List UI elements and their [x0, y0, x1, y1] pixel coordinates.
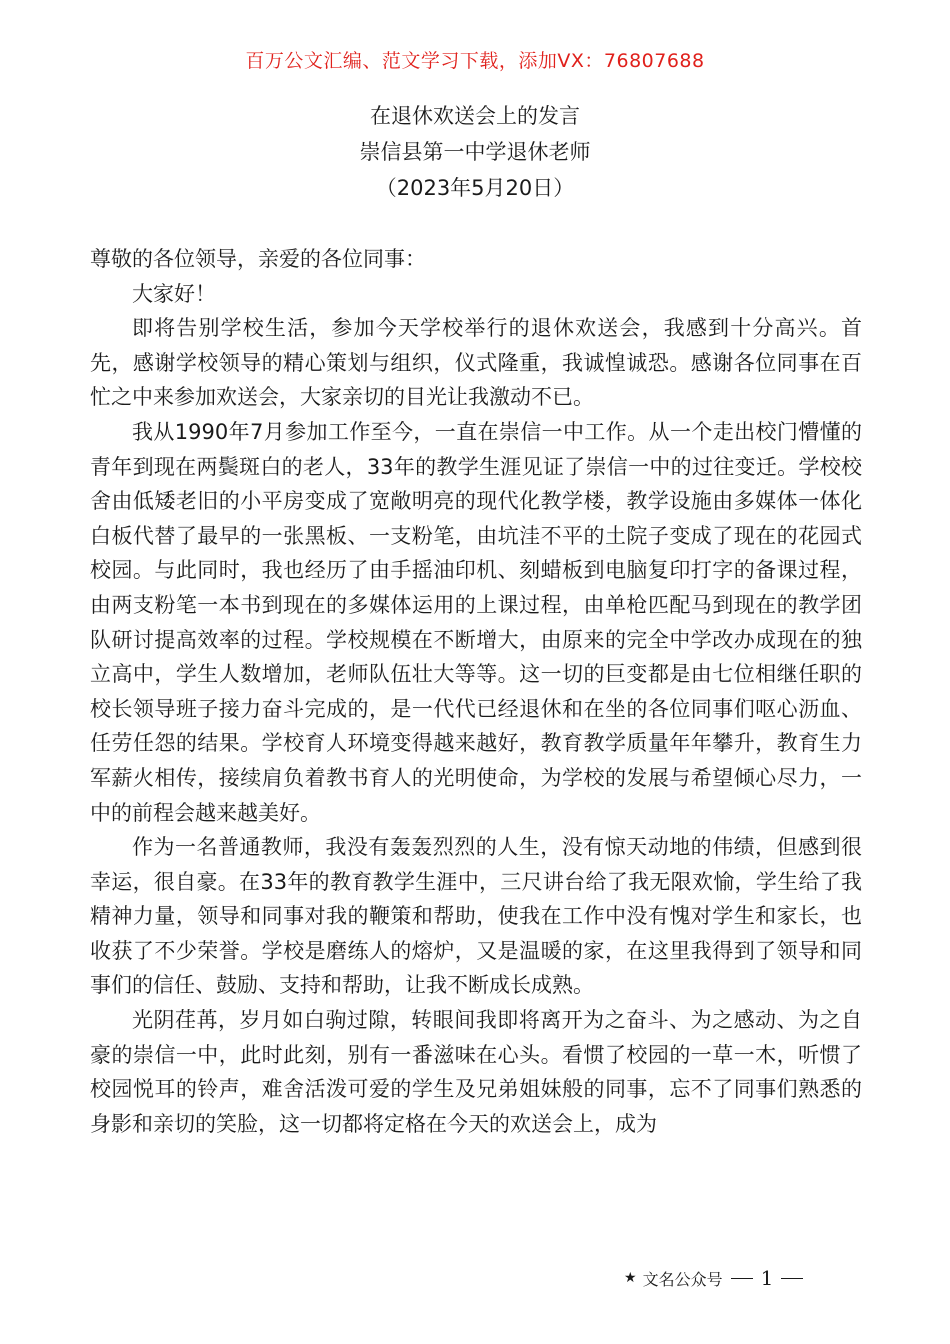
paragraph: 光阴荏苒，岁月如白驹过隙，转眼间我即将离开为之奋斗、为之感动、为之自豪的崇信一中，此时此刻，别有一番滋味在心头。看惯了校园的一草一木，听惯了校园悦耳的铃声，难舍活泼可爱的学生及兄弟姐妹般的同事，忘不了同事们熟悉的身影和亲切的笑脸，这一切都将定格在今天的欢送会上，成为: [90, 1008, 862, 1136]
footer-label: 文名公众号: [642, 1269, 723, 1289]
document-date: （2023年5月20日）: [375, 176, 575, 200]
dash-right: [781, 1278, 803, 1279]
paragraph: 作为一名普通教师，我没有轰轰烈烈的人生，没有惊天动地的伟绩，但感到很幸运，很自豪。在33年的教育教学生涯中，三尺讲台给了我无限欢愉，学生给了我精神力量，领导和同事对我的鞭策和帮助，使我在工作中没有愧对学生和家长，也收获了不少荣誉。学校是磨练人的熔炉，又是温暖的家，在这里我得到了领导和同事们的信任、鼓励、支持和帮助，让我不断成长成熟。: [90, 835, 862, 998]
title-block: [0, 98, 950, 206]
document-author: 崇信县第一中学退休老师: [359, 140, 591, 164]
speech-body: [90, 242, 862, 1141]
paragraph: 我从1990年7月参加工作至今，一直在崇信一中工作。从一个走出校门懵懂的青年到现在两鬓斑白的老人，33年的教学生涯见证了崇信一中的过往变迁。学校校舍由低矮老旧的小平房变成了宽敞明亮的现代化教学楼，教学设施由多媒体一体化白板代替了最早的一张黑板、一支粉笔，由坑洼不平的土院子变成了现在的花园式校园。与此同时，我也经历了由手摇油印机、刻蜡板到电脑复印打字的备课过程，由两支粉笔一本书到现在的多媒体运用的上课过程，由单枪匹配马到现在的教学团队研讨提高效率的过程。学校规模在不断增大，由原来的完全中学改办成现在的独立高中，学生人数增加，老师队伍壮大等等。这一切的巨变都是由七位相继任职的校长领导班子接力奋斗完成的，是一代代已经退休和在坐的各位同事们呕心沥血、任劳任怨的结果。学校育人环境变得越来越好，教育教学质量年年攀升，教育生力军薪火相传，接续肩负着教书育人的光明使命，为学校的发展与希望倾心尽力，一中的前程会越来越美好。: [90, 419, 862, 825]
document-title: 在退休欢送会上的发言: [370, 104, 580, 128]
header-banner: 百万公文汇编、范文学习下载，添加VX：76807688: [245, 50, 705, 72]
dash-left: [731, 1278, 753, 1279]
paragraph-greeting: 大家好！: [132, 281, 216, 306]
page-number: 1: [760, 1266, 774, 1290]
salutation: 尊敬的各位领导，亲爱的各位同事：: [90, 247, 426, 271]
paragraph: 即将告别学校生活，参加今天学校举行的退休欢送会，我感到十分高兴。首先，感谢学校领导的精心策划与组织，仪式隆重，我诚惶诚恐。感谢各位同事在百忙之中来参加欢送会，大家亲切的目光让我激动不已。: [90, 316, 862, 410]
star-icon: ★: [624, 1270, 637, 1286]
page-footer: [624, 1266, 811, 1290]
